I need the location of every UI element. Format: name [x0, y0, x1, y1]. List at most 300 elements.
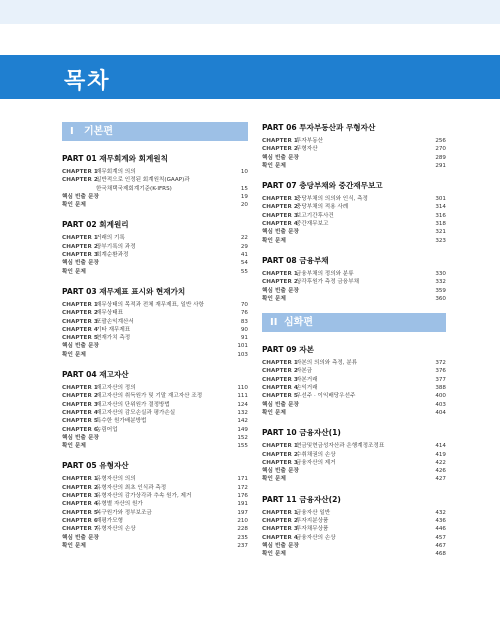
- chapter-tag: 핵심 빈출 문장: [262, 542, 300, 549]
- chapter-tag: 확인 문제: [262, 476, 287, 483]
- chapter-tag: CHAPTER 3: [262, 376, 298, 383]
- toc-entry-label: [62, 243, 232, 251]
- toc-entry[interactable]: [262, 137, 446, 145]
- chapter-tag: CHAPTER 4: [262, 221, 298, 228]
- chapter-tag: CHAPTER 1: [262, 443, 298, 450]
- page-number: 414: [435, 443, 446, 450]
- page-number: 404: [435, 409, 446, 416]
- toc-entry[interactable]: [62, 542, 248, 550]
- toc-entry[interactable]: [62, 351, 248, 359]
- chapter-name: 현재가치 측정: [96, 335, 131, 342]
- section-name: 기본편: [84, 126, 113, 137]
- chapter-tag: 핵심 빈출 문장: [262, 229, 300, 236]
- toc-entry[interactable]: [62, 417, 248, 425]
- toc-entry-label: [262, 467, 430, 475]
- toc-entry-label: [262, 525, 430, 533]
- toc-entry[interactable]: [62, 201, 248, 209]
- toc-entry[interactable]: [62, 434, 248, 442]
- page-number: 403: [435, 401, 446, 408]
- page-number: 446: [435, 526, 446, 533]
- toc-entry-label: [62, 492, 232, 500]
- toc-entry[interactable]: [62, 251, 248, 259]
- chapter-name: 재고자산의 정의: [96, 385, 136, 392]
- toc-entry[interactable]: [262, 154, 446, 162]
- page-number: 256: [435, 138, 446, 144]
- chapter-tag: CHAPTER 2: [262, 451, 298, 458]
- part-title: PART 08 금융부채: [262, 255, 329, 265]
- chapter-name: 손익거래: [296, 385, 318, 392]
- toc-entry[interactable]: [262, 359, 446, 367]
- toc-part: [262, 427, 446, 483]
- toc-entry[interactable]: [62, 426, 248, 434]
- toc-entry[interactable]: [262, 270, 446, 278]
- part-title: PART 06 투자부동산과 무형자산: [262, 123, 376, 132]
- chapter-name: 재고자산의 취득원가 및 기말 재고자산 조정: [96, 393, 203, 400]
- toc-entry-label: [62, 185, 232, 193]
- toc-entry-label: [262, 212, 430, 220]
- toc-entry[interactable]: [62, 243, 248, 251]
- chapter-name: 기타 재무제표: [96, 326, 131, 333]
- chapter-tag: 핵심 빈출 문장: [62, 434, 100, 441]
- toc-entry-label: [62, 509, 232, 517]
- chapter-name: 거래의 기록: [96, 235, 125, 242]
- chapter-name: 재고자산의 감모손실과 평가손실: [96, 409, 176, 416]
- page-number: 426: [435, 468, 446, 475]
- chapter-tag: CHAPTER 1: [262, 138, 298, 144]
- page-number: 372: [435, 360, 446, 367]
- chapter-tag: 확인 문제: [62, 351, 87, 358]
- toc-part: [262, 180, 446, 245]
- toc-entry[interactable]: [62, 384, 248, 392]
- toc-entry[interactable]: [62, 193, 248, 201]
- part-title: PART 09 자본: [262, 345, 314, 355]
- chapter-tag: CHAPTER 1: [62, 476, 98, 483]
- part-title: PART 01 재무회계와 회계원칙: [62, 154, 168, 163]
- toc-entry[interactable]: [62, 326, 248, 334]
- chapter-name: 재무상태의 목적과 전체 재무제표, 일반 사항: [96, 301, 204, 308]
- chapter-name: 금융부채의 정의와 분류: [296, 270, 354, 277]
- toc-entry[interactable]: [262, 237, 446, 245]
- chapter-name: 재무상태표: [96, 310, 124, 317]
- page-number: 270: [435, 146, 446, 153]
- page-number: 110: [237, 385, 248, 392]
- chapter-tag: CHAPTER 2: [62, 310, 98, 317]
- chapter-name: 충당부채의 적용 사례: [296, 204, 349, 211]
- page-number: 291: [435, 162, 446, 169]
- toc-entry[interactable]: [262, 203, 446, 211]
- chapter-tag: 핵심 빈출 문장: [262, 154, 300, 161]
- toc-part: [62, 460, 248, 550]
- chapter-name: 우선주 · 이익배당우선주: [296, 393, 356, 400]
- toc-entry[interactable]: [262, 220, 446, 228]
- chapter-name: 자본의 의의와 측정, 분류: [296, 360, 358, 367]
- toc-part: [62, 369, 248, 450]
- toc-entry-label: [62, 176, 232, 184]
- chapter-tag: CHAPTER 3: [62, 318, 98, 325]
- toc-entry[interactable]: [62, 475, 248, 483]
- chapter-tag: CHAPTER 1: [262, 270, 298, 277]
- part-title: PART 03 재무제표 표시와 현재가치: [62, 286, 186, 296]
- toc-entry[interactable]: [62, 534, 248, 542]
- page-number: 172: [237, 484, 248, 491]
- section-name: 심화편: [284, 317, 313, 329]
- toc-entry-label: [262, 392, 430, 400]
- page-number: 152: [237, 434, 248, 441]
- part-title: PART 10 금융자산(1): [262, 428, 341, 438]
- right-column: [262, 122, 446, 569]
- toc-entry-label: [262, 384, 430, 392]
- page-number: 468: [435, 551, 446, 558]
- toc-part: [262, 344, 446, 417]
- toc-entry-label: [62, 542, 232, 550]
- toc-entry-label: [62, 434, 232, 442]
- toc-entry[interactable]: [62, 509, 248, 517]
- chapter-name: 유형별 자산의 원가: [96, 501, 143, 508]
- part-title: PART 07 충당부채와 중간재무보고: [262, 181, 383, 191]
- chapter-tag: 확인 문제: [62, 542, 87, 549]
- chapter-name: 보고기간후사건: [296, 212, 334, 219]
- page-number: 457: [435, 534, 446, 541]
- toc-entry[interactable]: [262, 145, 446, 153]
- chapter-tag: CHAPTER 4: [62, 326, 98, 333]
- toc-entry[interactable]: [62, 259, 248, 267]
- chapter-name: 상각후원가 측정 금융부채: [296, 279, 359, 286]
- toc-entry[interactable]: [262, 451, 446, 459]
- toc-entry-label: [262, 367, 430, 375]
- page-number: 155: [237, 443, 248, 450]
- toc-entry[interactable]: [62, 334, 248, 342]
- toc-entry-label: [62, 525, 232, 533]
- toc-part: [62, 153, 248, 209]
- toc-entry-label: [262, 550, 430, 558]
- toc-entry-label: [62, 401, 232, 409]
- toc-entry-label: [62, 259, 232, 267]
- chapter-tag: 확인 문제: [262, 409, 287, 416]
- chapter-name: 충당부채의 의의와 인식, 측정: [296, 196, 368, 203]
- toc-entry-label: [62, 351, 232, 359]
- toc-entry[interactable]: [262, 550, 446, 558]
- page-number: 377: [435, 376, 446, 383]
- toc-entry-label: [262, 517, 430, 525]
- chapter-tag: CHAPTER 1: [262, 360, 298, 367]
- chapter-name: 유형자산의 최초 인식과 측정: [96, 484, 167, 491]
- toc-entry-label: [262, 401, 430, 409]
- chapter-tag: 확인 문제: [262, 162, 287, 169]
- page-number: 15: [240, 185, 248, 192]
- toc-entry-label: [262, 409, 430, 417]
- toc-entry-label: [62, 500, 232, 508]
- page-number: 436: [435, 518, 446, 525]
- page-number: 301: [435, 196, 446, 203]
- page-number: 400: [435, 393, 446, 400]
- page-number: 316: [435, 212, 446, 219]
- chapter-tag: CHAPTER 4: [62, 501, 98, 508]
- toc-entry-label: [62, 168, 232, 176]
- page-number: 321: [435, 229, 446, 236]
- chapter-tag: 확인 문제: [62, 443, 87, 450]
- toc-entry[interactable]: [62, 392, 248, 400]
- chapter-tag: CHAPTER 1: [62, 301, 98, 308]
- page-number: 91: [240, 335, 248, 342]
- chapter-tag: CHAPTER 5: [262, 393, 298, 400]
- toc-entry-label: [262, 534, 430, 542]
- toc-entry-label: [62, 268, 232, 276]
- toc-entry[interactable]: [62, 492, 248, 500]
- toc-part: [262, 122, 446, 170]
- page-number: 41: [240, 252, 248, 259]
- chapter-tag: CHAPTER 3: [262, 459, 298, 466]
- part-title: PART 05 유형자산: [62, 461, 129, 471]
- toc-entry[interactable]: [62, 517, 248, 525]
- toc-entry[interactable]: [62, 185, 248, 193]
- chapter-tag: CHAPTER 6: [62, 517, 98, 524]
- toc-entry[interactable]: [62, 234, 248, 242]
- toc-entry-label: [262, 287, 430, 295]
- page-number: 360: [435, 295, 446, 302]
- chapter-name: 특수한 원가배분방법: [96, 418, 147, 425]
- page-number: 197: [237, 509, 248, 516]
- page-number: 22: [240, 235, 248, 242]
- toc-entry-label: [262, 220, 430, 228]
- chapter-tag: CHAPTER 2: [262, 279, 298, 286]
- part-title: PART 02 회계원리: [62, 220, 129, 230]
- toc-part: [62, 286, 248, 359]
- chapter-tag: 핵심 빈출 문장: [262, 468, 300, 475]
- chapter-name: 수취채권의 손상: [296, 451, 336, 458]
- page-number: 29: [240, 243, 248, 250]
- toc-entry[interactable]: [62, 168, 248, 176]
- chapter-tag: CHAPTER 3: [262, 526, 298, 533]
- toc-entry-label: [62, 234, 232, 242]
- toc-entry[interactable]: [262, 542, 446, 550]
- page-number: 330: [435, 270, 446, 277]
- toc-entry-label: [62, 334, 232, 342]
- page-number: 323: [435, 237, 446, 244]
- toc-entry-label: [262, 145, 430, 153]
- toc-entry-label: [62, 201, 232, 209]
- page-number: 101: [237, 343, 248, 350]
- page-number: 314: [435, 204, 446, 211]
- toc-entry[interactable]: [62, 500, 248, 508]
- toc-entry-label: [262, 203, 430, 211]
- toc-entry-label: [262, 278, 430, 286]
- toc-entry[interactable]: [262, 401, 446, 409]
- chapter-tag: CHAPTER 5: [62, 418, 98, 425]
- chapter-name: 금융자산의 제거: [296, 459, 336, 466]
- toc-part: [262, 494, 446, 559]
- chapter-name: 자본금: [296, 368, 313, 375]
- page-number: 332: [435, 279, 446, 286]
- toc-entry-label: [62, 392, 232, 400]
- chapter-name: 투자채무상품: [296, 526, 329, 533]
- chapter-name: 투자부동산: [296, 138, 324, 144]
- page-number: 55: [240, 268, 248, 275]
- toc-entry-label: [262, 376, 430, 384]
- chapter-tag: CHAPTER 4: [262, 534, 298, 541]
- toc-entry[interactable]: [62, 176, 248, 184]
- toc-entry-label: [262, 442, 430, 450]
- toc-entry[interactable]: [62, 442, 248, 450]
- toc-entry-label: [62, 475, 232, 483]
- part-title: PART 04 재고자산: [62, 370, 129, 380]
- chapter-tag: CHAPTER 2: [62, 177, 98, 184]
- toc-entry[interactable]: [262, 525, 446, 533]
- page-number: 191: [237, 501, 248, 508]
- chapter-tag: CHAPTER 5: [62, 335, 98, 342]
- toc-entry[interactable]: [262, 467, 446, 475]
- page-number: 20: [240, 202, 248, 209]
- chapter-tag: CHAPTER 1: [262, 509, 298, 516]
- page-number: 10: [240, 169, 248, 175]
- toc-entry-label: [262, 137, 430, 145]
- toc-entry-label: [62, 309, 232, 317]
- chapter-tag: CHAPTER 1: [62, 169, 98, 175]
- page-number: 376: [435, 368, 446, 375]
- toc-entry-label: [62, 318, 232, 326]
- chapter-tag: CHAPTER 3: [262, 212, 298, 219]
- chapter-tag: CHAPTER 2: [262, 518, 298, 525]
- chapter-name: 한국채택국제회계기준(K-IFRS): [96, 185, 172, 192]
- page-number: 19: [240, 193, 248, 200]
- page-number: 171: [237, 476, 248, 483]
- page-number: 70: [240, 301, 248, 308]
- toc-entry[interactable]: [62, 318, 248, 326]
- toc-entry[interactable]: [262, 475, 446, 483]
- page-number: 419: [435, 451, 446, 458]
- chapter-name: 자본거래: [296, 376, 318, 383]
- toc-entry[interactable]: [262, 278, 446, 286]
- chapter-tag: CHAPTER 1: [62, 235, 98, 242]
- toc-entry[interactable]: [62, 401, 248, 409]
- toc-entry-label: [62, 193, 232, 201]
- page-number: 111: [237, 393, 248, 400]
- chapter-name: 농림어업: [96, 426, 118, 433]
- toc-entry[interactable]: [62, 409, 248, 417]
- page-number: 210: [237, 517, 248, 524]
- chapter-tag: CHAPTER 2: [262, 204, 298, 211]
- toc-entry[interactable]: [262, 195, 446, 203]
- chapter-name: 재평가모형: [96, 517, 124, 524]
- part-title: PART 11 금융자산(2): [262, 494, 341, 504]
- chapter-tag: CHAPTER 4: [62, 409, 98, 416]
- toc-entry-label: [262, 237, 430, 245]
- toc-entry[interactable]: [62, 484, 248, 492]
- chapter-tag: 핵심 빈출 문장: [62, 193, 100, 200]
- toc-entry[interactable]: [62, 301, 248, 309]
- chapter-name: 장부기록의 과정: [96, 243, 136, 250]
- page-number: 103: [237, 351, 248, 358]
- toc-entry[interactable]: [262, 287, 446, 295]
- toc-entry[interactable]: [262, 509, 446, 517]
- page-number: 235: [237, 534, 248, 541]
- section-roman-numeral: II: [270, 317, 278, 329]
- toc-entry-label: [62, 409, 232, 417]
- chapter-tag: 확인 문제: [262, 237, 287, 244]
- page-number: 124: [237, 401, 248, 408]
- page-number: 289: [435, 154, 446, 161]
- toc-entry-label: [62, 484, 232, 492]
- chapter-tag: CHAPTER 2: [62, 243, 98, 250]
- toc-entry[interactable]: [262, 442, 446, 450]
- toc-entry-label: [262, 154, 430, 162]
- toc-entry[interactable]: [262, 534, 446, 542]
- toc-entry-label: [62, 426, 232, 434]
- toc-entry[interactable]: [62, 525, 248, 533]
- toc-entry-label: [262, 228, 430, 236]
- chapter-tag: 핵심 빈출 문장: [62, 260, 100, 267]
- page-number: 359: [435, 287, 446, 294]
- toc-entry-label: [262, 195, 430, 203]
- toc-entry[interactable]: [262, 384, 446, 392]
- top-band: [0, 0, 500, 24]
- page-number: 132: [237, 409, 248, 416]
- chapter-tag: CHAPTER 1: [62, 385, 98, 392]
- toc-entry[interactable]: [62, 268, 248, 276]
- toc-entry-label: [262, 359, 430, 367]
- toc-entry-label: [62, 417, 232, 425]
- chapter-name: 재무회계의 의의: [96, 169, 136, 175]
- toc-entry[interactable]: [262, 392, 446, 400]
- page-number: 83: [240, 318, 248, 325]
- chapter-name: 포괄손익계산서: [96, 318, 134, 325]
- chapter-tag: 확인 문제: [262, 295, 287, 302]
- page-number: 90: [240, 326, 248, 333]
- chapter-tag: CHAPTER 1: [262, 196, 298, 203]
- page-number: 427: [435, 476, 446, 483]
- chapter-tag: CHAPTER 6: [62, 426, 98, 433]
- page-number: 422: [435, 459, 446, 466]
- chapter-tag: CHAPTER 3: [62, 493, 98, 500]
- toc-entry[interactable]: [62, 309, 248, 317]
- page-number: 237: [237, 542, 248, 549]
- chapter-name: 중간재무보고: [296, 221, 329, 228]
- toc-entry[interactable]: [262, 409, 446, 417]
- page-number: 176: [237, 493, 248, 500]
- toc-entry-label: [262, 451, 430, 459]
- toc-entry-label: [262, 270, 430, 278]
- page-number: 318: [435, 221, 446, 228]
- chapter-tag: 확인 문제: [62, 202, 87, 209]
- toc-entry-label: [262, 542, 430, 550]
- chapter-name: 금융자산의 손상: [296, 534, 336, 541]
- page-number: 142: [237, 418, 248, 425]
- toc-entry-label: [62, 442, 232, 450]
- toc-entry[interactable]: [262, 295, 446, 303]
- chapter-name: 무형자산: [296, 146, 318, 153]
- toc-entry[interactable]: [62, 342, 248, 350]
- chapter-name: 금융자산 일반: [296, 509, 331, 516]
- toc-entry[interactable]: [262, 212, 446, 220]
- toc-part: [62, 219, 248, 275]
- page-number: 388: [435, 385, 446, 392]
- toc-entry[interactable]: [262, 228, 446, 236]
- left-column: [62, 122, 248, 560]
- page-number: 228: [237, 526, 248, 533]
- toc-entry[interactable]: [262, 376, 446, 384]
- chapter-tag: 핵심 빈출 문장: [62, 534, 100, 541]
- toc-entry-label: [62, 251, 232, 259]
- toc-entry-label: [62, 517, 232, 525]
- toc-entry[interactable]: [262, 517, 446, 525]
- chapter-tag: CHAPTER 5: [62, 509, 98, 516]
- toc-entry[interactable]: [262, 459, 446, 467]
- toc-entry[interactable]: [262, 162, 446, 170]
- page-number: 149: [237, 426, 248, 433]
- chapter-name: 유형자산의 감가상각과 추속 원가, 제거: [96, 493, 192, 500]
- toc-entry[interactable]: [262, 367, 446, 375]
- toc-part: [262, 255, 446, 303]
- toc-entry-label: [62, 534, 232, 542]
